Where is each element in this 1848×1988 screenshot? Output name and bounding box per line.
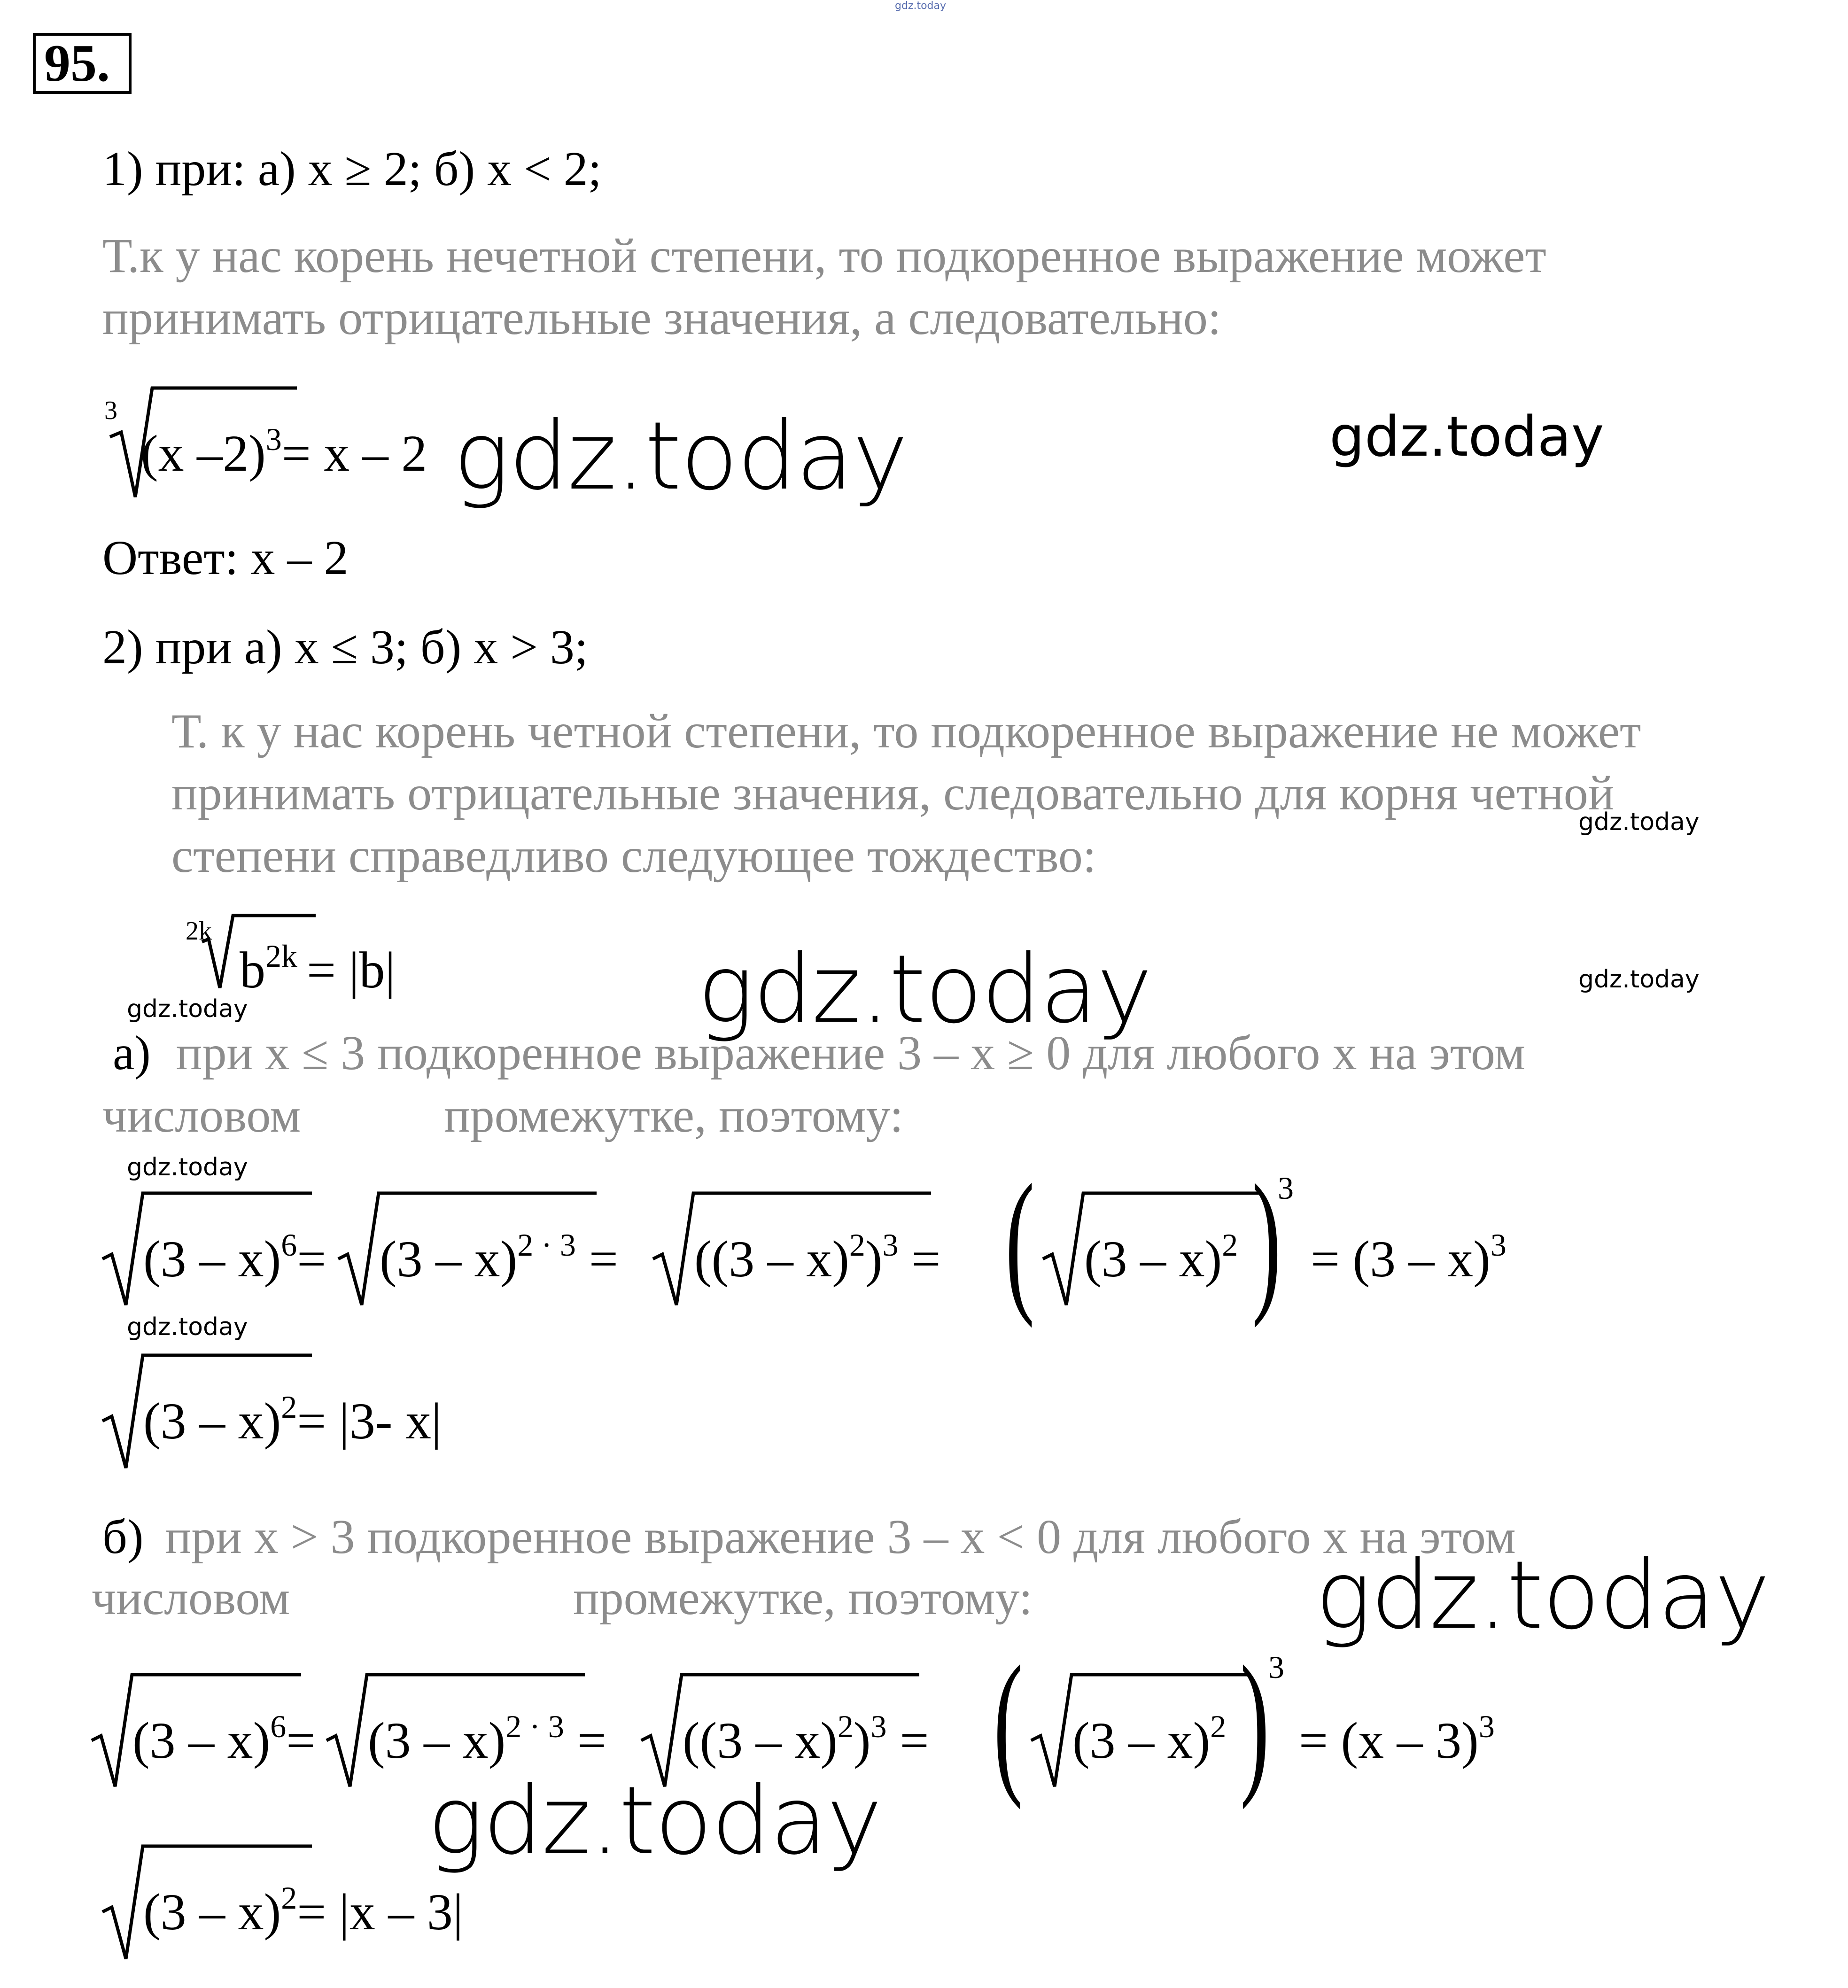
case-a-t2: (3 – x) (380, 1230, 518, 1288)
case-b-term-1 (132, 1710, 315, 1778)
case-a-abs-exp: 2 (281, 1389, 297, 1425)
watermark: gdz.today (127, 1153, 248, 1181)
case-b-t4: (3 – x) (1072, 1712, 1211, 1769)
case-b-abs-rhs: = |x – 3| (297, 1883, 463, 1941)
part1-radicand-exp: 3 (265, 421, 282, 457)
case-b-text: при x > 3 подкоренное выражение 3 – x < 0 для любого x на этом (165, 1510, 1516, 1564)
case-b-line2-right: промежутке, поэтому: (573, 1571, 1033, 1625)
case-b-line2-left: числовом (92, 1571, 290, 1625)
case-a-eq2: = (589, 1230, 618, 1288)
watermark-top: gdz.today (895, 0, 947, 12)
case-b-rhs-exp: 3 (1478, 1708, 1495, 1744)
case-b-open-paren: ( (994, 1633, 1023, 1810)
case-a-t1: (3 – x) (143, 1230, 281, 1288)
part2-explanation-line3: степени справедливо следующее тождество: (171, 829, 1096, 883)
case-b-e4: 2 (1210, 1708, 1227, 1744)
case-a-outer-exp: 3 (1278, 1170, 1294, 1206)
case-b-abs-formula (143, 1881, 463, 1949)
watermark: gdz.today (127, 995, 248, 1023)
case-a-term-1 (143, 1228, 326, 1296)
case-b-e1: 6 (270, 1708, 287, 1744)
case-b-e3b: 3 (870, 1708, 887, 1744)
part2-explanation-line2: принимать отрицательные значения, следовательно для корня четной (171, 766, 1615, 820)
case-a-e4: 2 (1222, 1227, 1238, 1263)
part2-heading: 2) при а) x ≤ 3; б) x > 3; (102, 620, 588, 674)
case-a-eq1: = (297, 1230, 326, 1288)
case-b-t3b: ) (853, 1712, 871, 1769)
part2-explanation-line1: Т. к у нас корень четной степени, то подкоренное выражение не может (171, 704, 1641, 758)
case-a-open-paren: ( (1005, 1151, 1035, 1328)
case-a-line2-right: промежутке, поэтому: (444, 1088, 904, 1142)
case-a-t3: ((3 – x) (694, 1230, 849, 1288)
case-a-e3b: 3 (882, 1227, 899, 1263)
watermark: gdz.today (453, 402, 908, 511)
case-a-label: а) (113, 1026, 151, 1080)
part1-radicand: (x –2) (141, 425, 266, 482)
case-b-t2: (3 – x) (368, 1712, 506, 1769)
part1-explanation-line2: принимать отрицательные значения, а следовательно: (102, 291, 1221, 345)
case-a-abs-lhs: (3 – x) (143, 1392, 281, 1450)
case-a-rhs-exp: 3 (1490, 1227, 1506, 1263)
case-b-abs-lhs: (3 – x) (143, 1883, 281, 1941)
watermark: gdz.today (1578, 965, 1700, 994)
watermark: gdz.today (698, 935, 1152, 1044)
case-b-eq2: = (577, 1712, 606, 1769)
part1-root-index: 3 (104, 396, 117, 425)
identity-formula (240, 940, 396, 1007)
case-a-abs-rhs: = |3- x| (297, 1392, 442, 1450)
case-b-eq1: = (286, 1712, 316, 1769)
identity-rhs: = |b| (307, 941, 396, 999)
case-b-t3: ((3 – x) (683, 1712, 838, 1769)
problem-number: 95. (33, 33, 132, 94)
watermark: gdz.today (1578, 808, 1700, 836)
identity-root-index: 2k (186, 916, 212, 946)
case-a-eq3: = (911, 1230, 941, 1288)
case-a-rhs-text: = (3 – x) (1311, 1230, 1491, 1288)
case-a-e2: 2 · 3 (517, 1227, 576, 1263)
part1-formula-rhs: = x – 2 (281, 425, 427, 482)
part1-explanation-line1: Т.к у нас корень нечетной степени, то подкоренное выражение может (102, 229, 1546, 283)
case-b-close-paren: ) (1240, 1633, 1270, 1810)
case-b-label: б) (102, 1510, 144, 1564)
case-a-line2-left: числовом (102, 1088, 301, 1142)
case-a-t4: (3 – x) (1084, 1230, 1222, 1288)
case-a-term-4 (1084, 1228, 1238, 1296)
watermark: gdz.today (1329, 404, 1604, 469)
case-b-abs-exp: 2 (281, 1880, 297, 1916)
part1-heading: 1) при: а) x ≥ 2; б) x < 2; (102, 142, 602, 196)
case-a-t3b: ) (865, 1230, 883, 1288)
case-a-text: при x ≤ 3 подкоренное выражение 3 – x ≥ 0 для любого x на этом (176, 1026, 1525, 1080)
case-b-line1 (102, 1506, 1516, 1569)
identity-exp: 2k (265, 938, 297, 974)
case-a-term-2 (380, 1228, 618, 1296)
case-a-e3a: 2 (849, 1227, 865, 1263)
part1-answer: Ответ: x – 2 (102, 531, 349, 585)
case-b-rhs-text: = (x – 3) (1299, 1712, 1479, 1769)
watermark: gdz.today (127, 1313, 248, 1341)
case-a-close-paren: ) (1252, 1151, 1281, 1328)
part1-formula (141, 423, 427, 490)
identity-base: b (240, 941, 265, 999)
case-a-e1: 6 (281, 1227, 297, 1263)
case-b-t1: (3 – x) (132, 1712, 271, 1769)
case-b-e2: 2 · 3 (505, 1708, 564, 1744)
watermark: gdz.today (1315, 1541, 1770, 1650)
case-b-eq3: = (900, 1712, 929, 1769)
watermark: gdz.today (427, 1766, 882, 1876)
case-b-term-4 (1072, 1710, 1226, 1778)
case-b-e3a: 2 (837, 1708, 854, 1744)
case-a-abs-formula (143, 1390, 442, 1458)
case-a-term-3 (694, 1228, 941, 1296)
case-a-line1 (113, 1022, 1525, 1085)
case-b-rhs (1299, 1710, 1495, 1778)
case-b-outer-exp: 3 (1268, 1649, 1284, 1685)
case-a-rhs (1311, 1228, 1506, 1296)
